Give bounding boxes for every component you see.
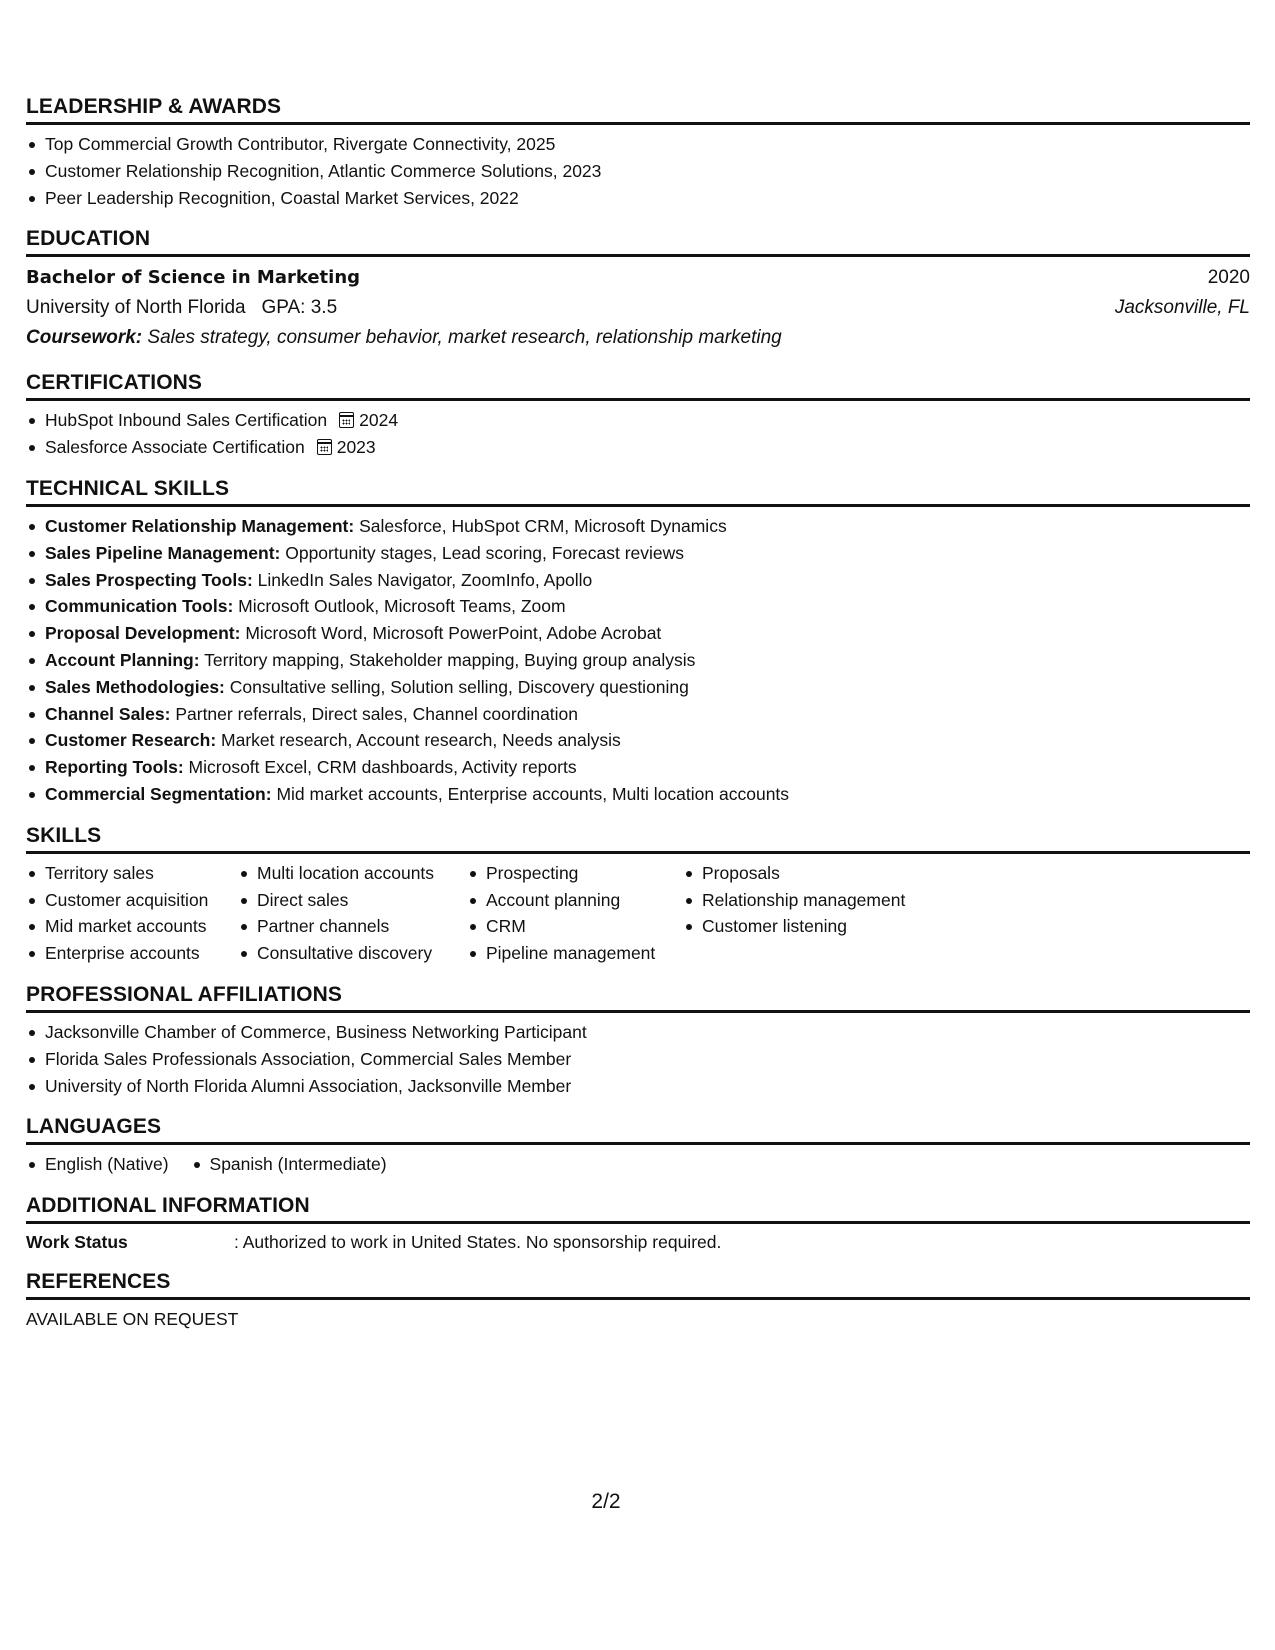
- certification-name: HubSpot Inbound Sales Certification: [45, 410, 328, 431]
- section-divider: [26, 1142, 1250, 1145]
- certification-name: Salesforce Associate Certification: [45, 437, 305, 458]
- section-divider: [26, 1297, 1250, 1300]
- languages-section: [26, 1113, 1250, 1178]
- section-title-certifications: CERTIFICATIONS: [26, 371, 203, 395]
- list-item: [26, 540, 1250, 567]
- list-item: Enterprise accounts: [26, 940, 238, 967]
- list-item: [26, 567, 1250, 594]
- technical-skills-list: [26, 513, 1250, 808]
- section-title-languages: LANGUAGES: [26, 1115, 162, 1139]
- list-item: [26, 754, 1250, 781]
- languages-list: [26, 1151, 409, 1178]
- list-item: [26, 727, 1250, 754]
- calendar-icon: [339, 412, 354, 428]
- list-item: Proposals: [683, 860, 943, 887]
- certifications-section: [26, 369, 1250, 461]
- certification-year: 2023: [336, 437, 376, 458]
- skill-values: Territory mapping, Stakeholder mapping, Buying group analysis: [199, 649, 696, 670]
- list-item: Florida Sales Professionals Association, Commercial Sales Member: [26, 1046, 1250, 1073]
- references-text: AVAILABLE ON REQUEST: [26, 1309, 239, 1330]
- section-divider: [26, 1221, 1250, 1224]
- list-item: [26, 701, 1250, 728]
- section-title-leadership: LEADERSHIP & AWARDS: [26, 95, 282, 118]
- skill-category: Customer Relationship Management:: [45, 515, 355, 536]
- section-title-technical-skills: TECHNICAL SKILLS: [26, 476, 230, 500]
- work-status-row: [26, 1230, 1250, 1254]
- list-item: [26, 781, 1250, 808]
- skill-values: LinkedIn Sales Navigator, ZoomInfo, Apollo: [252, 569, 593, 590]
- school-location: Jacksonville, FL: [1114, 297, 1250, 319]
- list-item: Partner channels: [238, 913, 467, 940]
- skill-values: Opportunity stages, Lead scoring, Forecast reviews: [280, 542, 685, 563]
- skill-values: Salesforce, HubSpot CRM, Microsoft Dynamics: [354, 515, 727, 536]
- technical-skills-section: [26, 475, 1250, 808]
- skill-values: Consultative selling, Solution selling, Discovery questioning: [224, 676, 689, 697]
- skill-category: Sales Methodologies:: [45, 676, 225, 697]
- skill-category: Customer Research:: [45, 730, 217, 751]
- list-item: [26, 513, 1250, 540]
- skills-columns: [26, 860, 1250, 967]
- work-status-value: : Authorized to work in United States. No sponsorship required.: [234, 1232, 722, 1253]
- coursework-text: Sales strategy, consumer behavior, market research, relationship marketing: [142, 327, 782, 349]
- section-title-affiliations: PROFESSIONAL AFFILIATIONS: [26, 982, 342, 1006]
- section-divider: [26, 398, 1250, 401]
- skill-values: Mid market accounts, Enterprise accounts, Multi location accounts: [271, 783, 790, 804]
- skills-section: [26, 822, 1250, 967]
- list-item: [26, 674, 1250, 701]
- list-item: [26, 407, 1250, 434]
- list-item: Territory sales: [26, 860, 238, 887]
- list-item: Customer listening: [683, 913, 943, 940]
- section-title-education: EDUCATION: [26, 227, 151, 251]
- education-school-row: [26, 293, 1250, 323]
- skill-values: Microsoft Word, Microsoft PowerPoint, Adobe Acrobat: [240, 623, 662, 644]
- additional-info-section: [26, 1192, 1250, 1254]
- list-item: Account planning: [467, 887, 683, 914]
- skill-values: Microsoft Excel, CRM dashboards, Activity reports: [183, 757, 577, 778]
- skill-values: Market research, Account research, Needs analysis: [216, 730, 621, 751]
- list-item: Pipeline management: [467, 940, 683, 967]
- list-item: [26, 593, 1250, 620]
- references-section: [26, 1268, 1250, 1332]
- page-number: 2/2: [591, 1490, 621, 1513]
- section-divider: [26, 1010, 1250, 1013]
- education-section: [26, 225, 1250, 353]
- section-divider: [26, 122, 1250, 125]
- coursework-label: Coursework:: [26, 327, 143, 349]
- section-title-additional-info: ADDITIONAL INFORMATION: [26, 1194, 310, 1218]
- list-item: [26, 647, 1250, 674]
- calendar-icon: [317, 439, 332, 455]
- leadership-section: [26, 93, 1250, 211]
- list-item: Jacksonville Chamber of Commerce, Business Networking Participant: [26, 1019, 1250, 1046]
- skills-column-3: [467, 860, 683, 967]
- section-divider: [26, 851, 1250, 854]
- graduation-year: 2020: [1207, 267, 1250, 289]
- list-item: English (Native): [26, 1151, 169, 1178]
- work-status-label: Work Status: [26, 1232, 128, 1253]
- skill-category: Communication Tools:: [45, 596, 234, 617]
- list-item: [26, 620, 1250, 647]
- languages-row: [26, 1151, 1250, 1178]
- skills-column-4: [683, 860, 943, 967]
- list-item: [26, 434, 1250, 461]
- skills-column-2: [238, 860, 467, 967]
- education-degree-row: [26, 263, 1250, 293]
- list-item: Multi location accounts: [238, 860, 467, 887]
- skill-values: Microsoft Outlook, Microsoft Teams, Zoom: [233, 596, 566, 617]
- skill-category: Proposal Development:: [45, 623, 241, 644]
- list-item: Peer Leadership Recognition, Coastal Market Services, 2022: [26, 185, 1250, 212]
- resume-page: [26, 93, 1250, 1346]
- degree-name: Bachelor of Science in Marketing: [26, 267, 361, 289]
- certifications-list: [26, 407, 1250, 461]
- affiliations-list: [26, 1019, 1250, 1099]
- list-item: Top Commercial Growth Contributor, Rivergate Connectivity, 2025: [26, 131, 1250, 158]
- skills-column-1: [26, 860, 238, 967]
- leadership-list: [26, 131, 1250, 211]
- skill-category: Channel Sales:: [45, 703, 171, 724]
- list-item: CRM: [467, 913, 683, 940]
- section-title-skills: SKILLS: [26, 823, 102, 847]
- skill-category: Sales Pipeline Management:: [45, 542, 281, 563]
- affiliations-section: [26, 981, 1250, 1099]
- skill-category: Account Planning:: [45, 649, 200, 670]
- list-item: Spanish (Intermediate): [191, 1151, 387, 1178]
- skill-category: Commercial Segmentation:: [45, 783, 272, 804]
- coursework: [26, 323, 1250, 353]
- certification-year: 2024: [359, 410, 399, 431]
- skill-values: Partner referrals, Direct sales, Channel coordination: [170, 703, 579, 724]
- list-item: Customer acquisition: [26, 887, 238, 914]
- list-item: Customer Relationship Recognition, Atlantic Commerce Solutions, 2023: [26, 158, 1250, 185]
- list-item: Consultative discovery: [238, 940, 467, 967]
- section-title-references: REFERENCES: [26, 1270, 171, 1294]
- school-name: University of North Florida GPA: 3.5: [26, 297, 338, 319]
- section-divider: [26, 504, 1250, 507]
- list-item: University of North Florida Alumni Association, Jacksonville Member: [26, 1073, 1250, 1100]
- list-item: Direct sales: [238, 887, 467, 914]
- list-item: Prospecting: [467, 860, 683, 887]
- skill-category: Sales Prospecting Tools:: [45, 569, 253, 590]
- skill-category: Reporting Tools:: [45, 757, 184, 778]
- section-divider: [26, 254, 1250, 257]
- list-item: Mid market accounts: [26, 913, 238, 940]
- list-item: Relationship management: [683, 887, 943, 914]
